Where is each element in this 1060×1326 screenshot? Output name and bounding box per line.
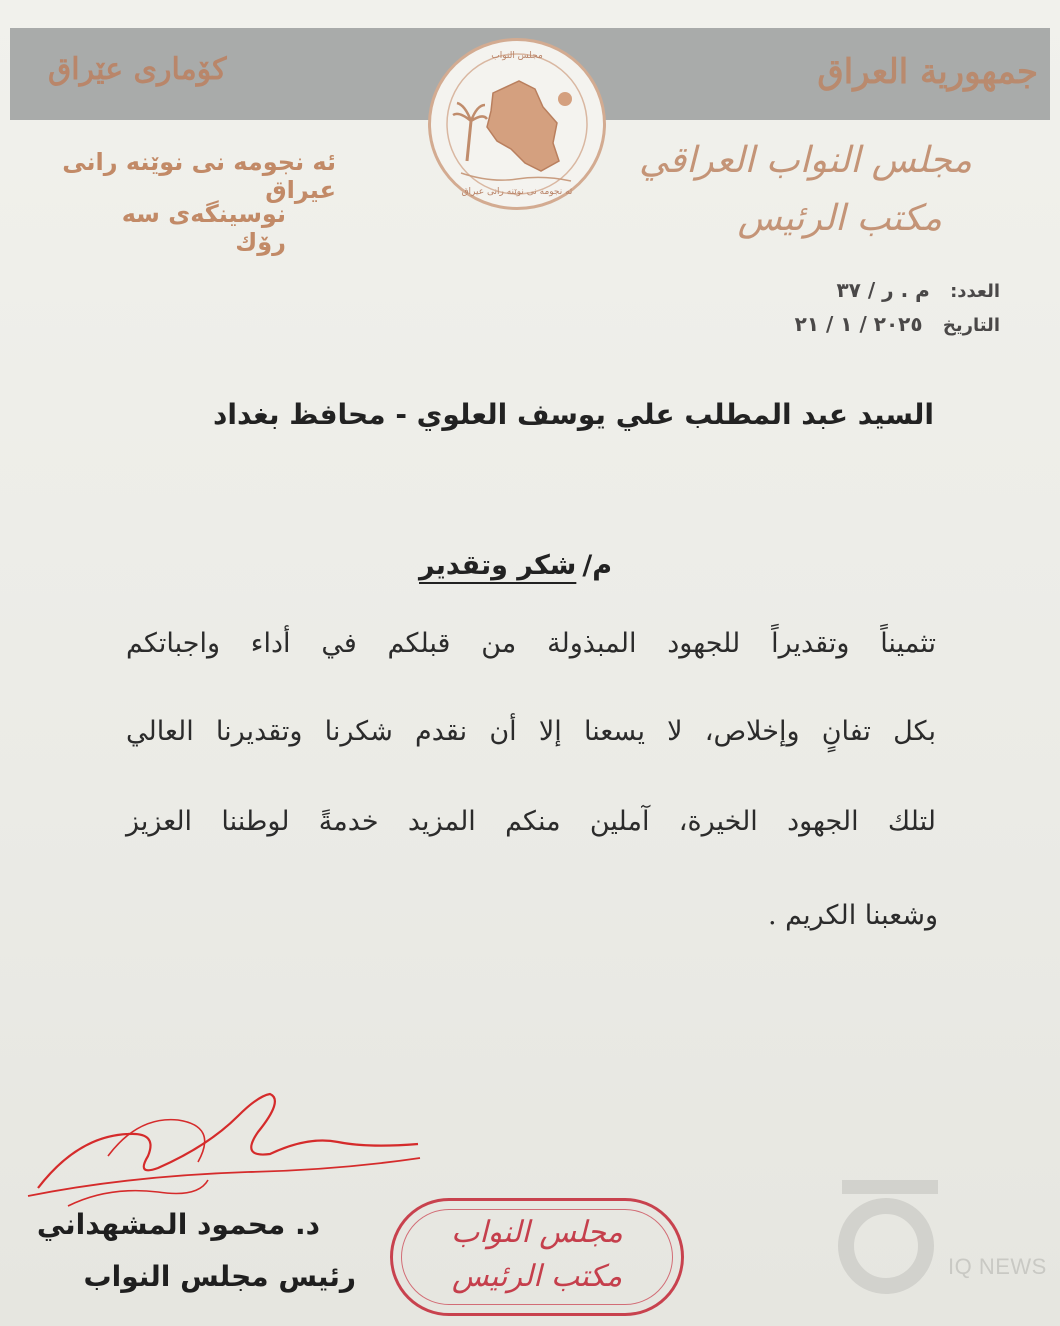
office-name-kurdish: نوسینگه‌ی سه رۆك — [121, 200, 286, 256]
body-line: وشعبنا الكريم . — [768, 900, 938, 931]
letter-date-value: ٢٠٢٥ / ١ / ٢١ — [794, 312, 923, 336]
subject-text: شكر وتقدير — [419, 550, 577, 581]
council-name-arabic: مجلس النواب العراقي — [639, 140, 972, 181]
emblem-ring-bottom: ئه نجومه نی نوێنه رانی عیراق — [461, 187, 573, 197]
reference-number-label: العدد: — [950, 281, 1000, 302]
signatory-name: د. محمود المشهداني — [36, 1208, 320, 1241]
band-title-arabic: جمهورية العراق — [817, 52, 1038, 92]
handwritten-signature — [8, 1076, 428, 1226]
office-name-arabic: مكتب الرئيس — [737, 198, 942, 239]
watermark-text: IQ NEWS — [948, 1254, 1047, 1279]
stamp-line-office: مكتب الرئيس — [451, 1259, 623, 1294]
band-title-kurdish: كۆماری عێراق — [48, 52, 227, 87]
subject-line — [419, 550, 612, 581]
council-name-kurdish: ئه نجومه نی نوێنه رانی عیراق — [62, 148, 336, 204]
signatory-title: رئيس مجلس النواب — [83, 1260, 356, 1293]
emblem-ring-top: مجلس النواب — [491, 51, 543, 61]
reference-number — [836, 278, 1000, 302]
letter-date-label: التاريخ — [942, 315, 1000, 336]
parliament-emblem — [428, 38, 606, 210]
emblem-graphic — [431, 41, 603, 207]
subject-prefix: م/ — [582, 550, 612, 581]
body-line: بكل تفانٍ وإخلاص، لا يسعنا إلا أن نقدم شكرنا وتقديرنا العالي — [126, 716, 936, 747]
reference-number-value: م . ر / ٣٧ — [836, 278, 930, 302]
stamp-line-council: مجلس النواب — [451, 1215, 623, 1250]
body-line: تثميناً وتقديراً للجهود المبذولة من قبلكم في أداء واجباتكم — [126, 628, 936, 659]
addressee: السيد عبد المطلب علي يوسف العلوي - محافظ بغداد — [213, 398, 934, 431]
body-line: لتلك الجهود الخيرة، آملين منكم المزيد خدمةً لوطننا العزيز — [126, 806, 936, 837]
letter-date — [795, 312, 1000, 336]
office-stamp — [390, 1198, 684, 1316]
